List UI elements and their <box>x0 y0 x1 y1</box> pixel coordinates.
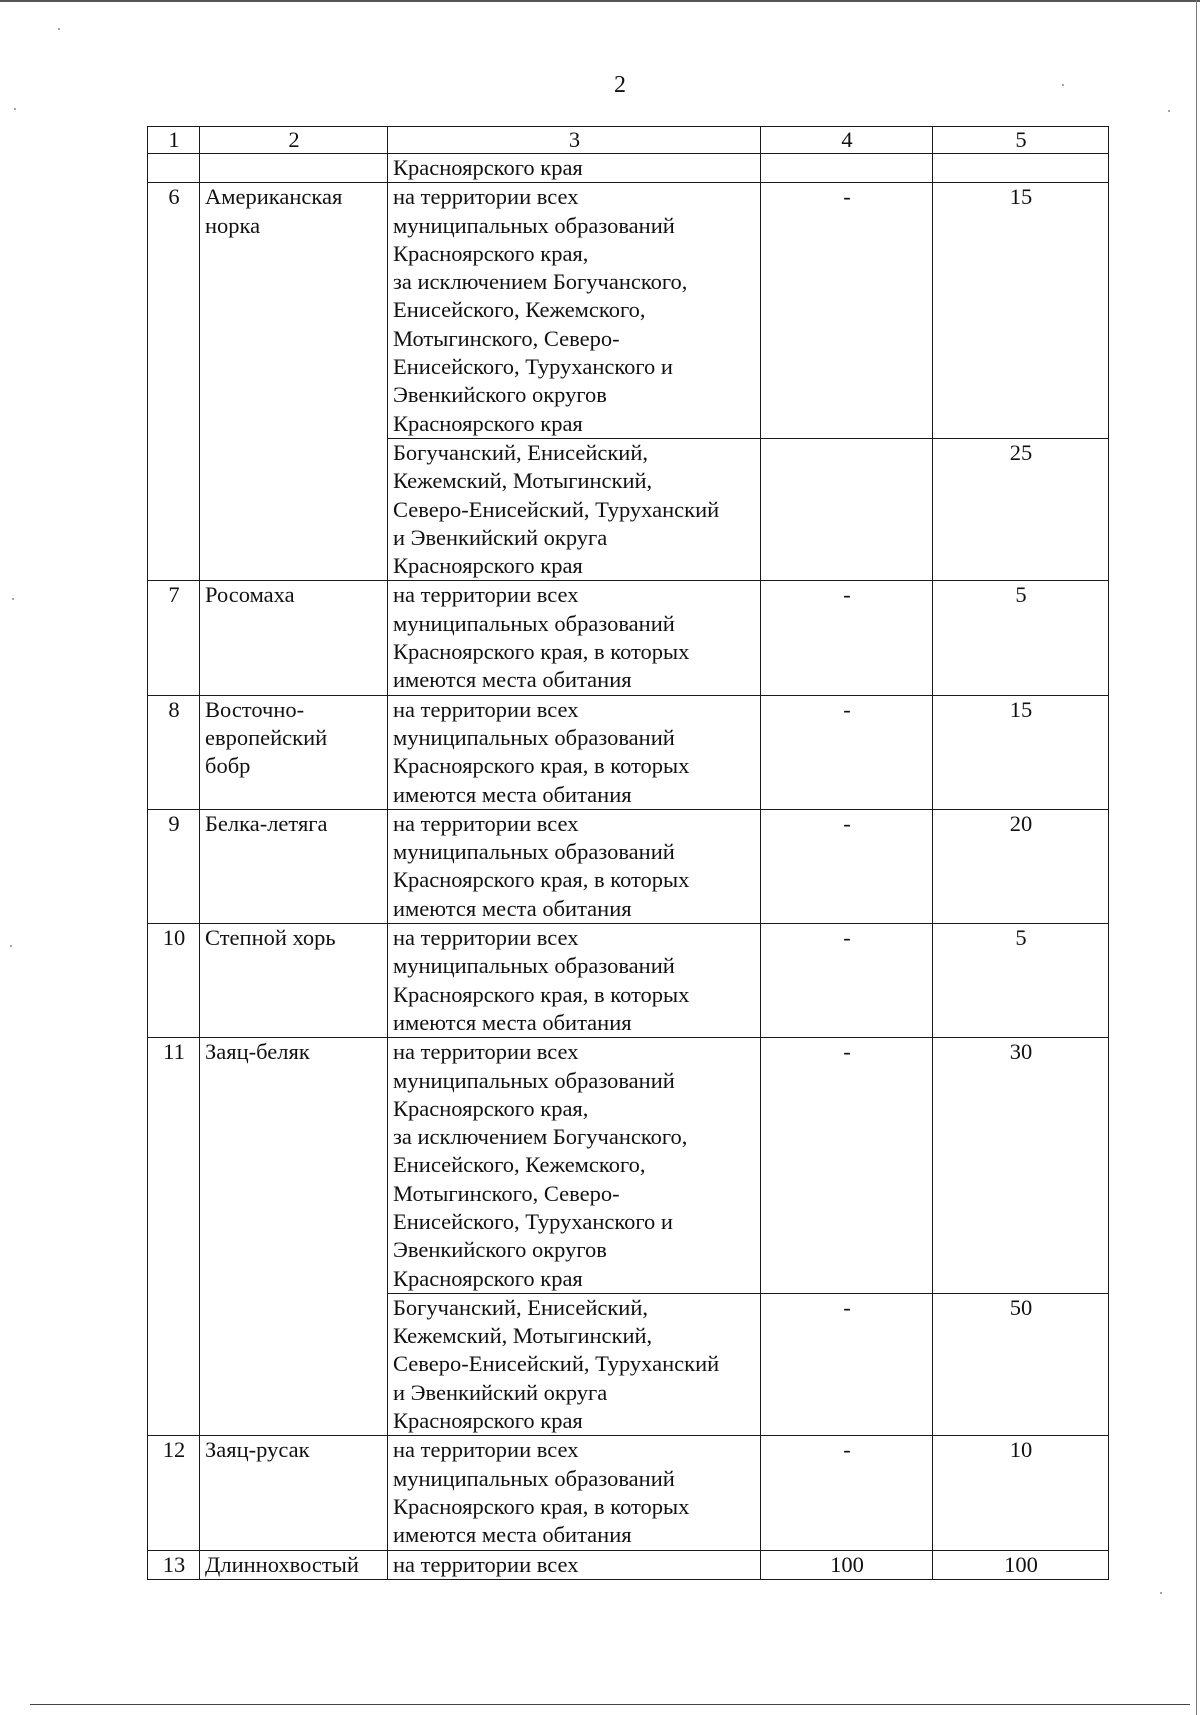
cell-territory: Красноярского края <box>388 154 761 183</box>
cell-col5: 5 <box>933 581 1109 695</box>
cell-col4: - <box>761 695 933 809</box>
cell-col4: - <box>761 809 933 923</box>
cell-col5 <box>933 154 1109 183</box>
cell-species: Степной хорь <box>200 924 388 1038</box>
cell-col5: 10 <box>933 1436 1109 1550</box>
cell-col5: 100 <box>933 1550 1109 1579</box>
page-number: 2 <box>614 72 626 98</box>
table-row <box>148 1436 1109 1550</box>
cell-col5: 5 <box>933 924 1109 1038</box>
cell-species <box>200 154 388 183</box>
table-body <box>148 127 1109 1580</box>
cell-territory: на территории всех муниципальных образований Красноярского края, за исключением Богучанского, Енисейского, Кежемского, Мотыгинского, Северо- Енисейского, Туруханского и Эвенкийского округов Красноярского края <box>388 183 761 439</box>
cell-col4: - <box>761 1293 933 1435</box>
table-row <box>148 924 1109 1038</box>
cell-col5: 20 <box>933 809 1109 923</box>
table-row <box>148 1550 1109 1579</box>
cell-col5: 15 <box>933 695 1109 809</box>
header-cell-4: 4 <box>761 127 933 154</box>
cell-species: Росомаха <box>200 581 388 695</box>
cell-species: Заяц-русак <box>200 1436 388 1550</box>
header-cell-3: 3 <box>388 127 761 154</box>
cell-col4: - <box>761 183 933 439</box>
table-row <box>148 581 1109 695</box>
cell-col5: 50 <box>933 1293 1109 1435</box>
cell-number: 12 <box>148 1436 200 1550</box>
cell-number: 11 <box>148 1038 200 1436</box>
table-row <box>148 1038 1109 1294</box>
cell-number: 13 <box>148 1550 200 1579</box>
cell-species: Длиннохвостый <box>200 1550 388 1579</box>
scan-edge-top <box>0 0 1200 2</box>
cell-number: 10 <box>148 924 200 1038</box>
table-row <box>148 695 1109 809</box>
cell-territory: Богучанский, Енисейский, Кежемский, Мотыгинский, Северо-Енисейский, Туруханский и Эвенкийский округа Красноярского края <box>388 438 761 580</box>
scan-edge-bottom <box>30 1704 1190 1705</box>
cell-species: Американская норка <box>200 183 388 581</box>
cell-col4: - <box>761 1436 933 1550</box>
scan-speck <box>1168 110 1170 112</box>
scan-edge-right <box>1196 0 1197 1715</box>
cell-col5: 30 <box>933 1038 1109 1294</box>
cell-number: 7 <box>148 581 200 695</box>
cell-number: 8 <box>148 695 200 809</box>
continuation-row <box>148 154 1109 183</box>
header-cell-5: 5 <box>933 127 1109 154</box>
cell-territory: на территории всех муниципальных образований Красноярского края, в которых имеются места обитания <box>388 1436 761 1550</box>
cell-territory: на территории всех муниципальных образований Красноярского края, в которых имеются места обитания <box>388 695 761 809</box>
cell-col4 <box>761 438 933 580</box>
cell-col4: - <box>761 924 933 1038</box>
cell-col5: 15 <box>933 183 1109 439</box>
cell-col4: 100 <box>761 1550 933 1579</box>
cell-territory: на территории всех муниципальных образований Красноярского края, за исключением Богучанского, Енисейского, Кежемского, Мотыгинского, Северо- Енисейского, Туруханского и Эвенкийского округов Красноярского края <box>388 1038 761 1294</box>
table-row <box>148 183 1109 439</box>
cell-number: 6 <box>148 183 200 581</box>
cell-col4: - <box>761 1038 933 1294</box>
cell-territory: Богучанский, Енисейский, Кежемский, Мотыгинский, Северо-Енисейский, Туруханский и Эвенкийский округа Красноярского края <box>388 1293 761 1435</box>
cell-territory: на территории всех муниципальных образований Красноярского края, в которых имеются места обитания <box>388 809 761 923</box>
scan-speck <box>10 945 12 947</box>
cell-territory: на территории всех <box>388 1550 761 1579</box>
cell-species: Восточно- европейский бобр <box>200 695 388 809</box>
table-row <box>148 809 1109 923</box>
cell-species: Заяц-беляк <box>200 1038 388 1436</box>
cell-col5: 25 <box>933 438 1109 580</box>
scan-speck <box>12 598 14 600</box>
cell-col4 <box>761 154 933 183</box>
scan-speck <box>14 108 16 110</box>
scan-speck <box>1160 1592 1162 1594</box>
document-table <box>147 126 1109 1580</box>
cell-species: Белка-летяга <box>200 809 388 923</box>
cell-number: 9 <box>148 809 200 923</box>
cell-territory: на территории всех муниципальных образований Красноярского края, в которых имеются места обитания <box>388 924 761 1038</box>
header-cell-2: 2 <box>200 127 388 154</box>
cell-number <box>148 154 200 183</box>
cell-territory: на территории всех муниципальных образований Красноярского края, в которых имеются места обитания <box>388 581 761 695</box>
header-cell-1: 1 <box>148 127 200 154</box>
table-header-row <box>148 127 1109 154</box>
scan-speck <box>58 28 60 30</box>
cell-col4: - <box>761 581 933 695</box>
